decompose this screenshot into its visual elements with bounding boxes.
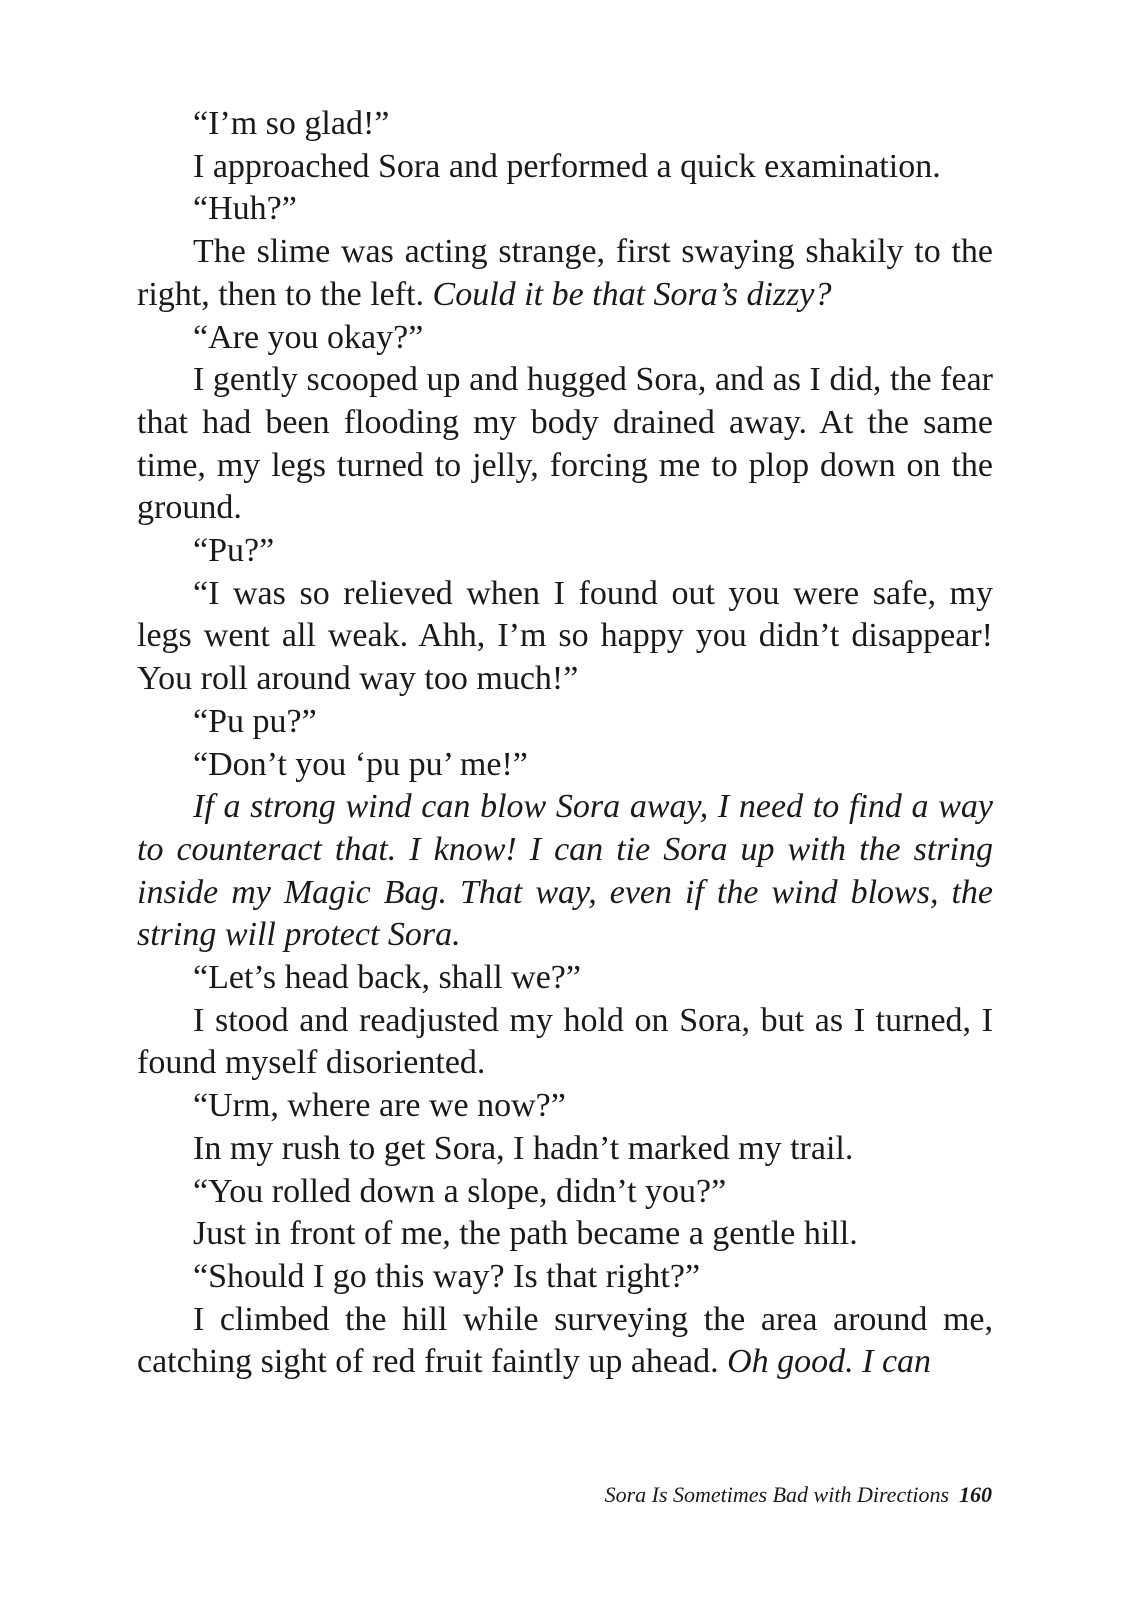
paragraph: “Should I go this way? Is that right?” xyxy=(193,1257,701,1295)
paragraph: “You rolled down a slope, didn’t you?” xyxy=(193,1172,727,1210)
paragraph: I gently scooped up and hugged Sora, and as I did, the fear that had been flooding my body drained away. At the same time, my legs turned to jelly, forcing me to plop down on the ground. xyxy=(137,361,993,527)
paragraph: “Are you okay?” xyxy=(193,318,424,356)
paragraph: “Urm, where are we now?” xyxy=(193,1087,566,1125)
page-number: 160 xyxy=(959,1482,992,1507)
paragraph: “Pu pu?” xyxy=(193,702,317,740)
running-chapter-title: Sora Is Sometimes Bad with Directions xyxy=(604,1482,949,1507)
paragraph: Just in front of me, the path became a gentle hill. xyxy=(193,1215,858,1253)
paragraph: I approached Sora and performed a quick examination. xyxy=(193,147,941,185)
paragraph: “Don’t you ‘pu pu’ me!” xyxy=(193,745,528,783)
paragraph: “Pu?” xyxy=(193,532,275,570)
paragraph: I stood and readjusted my hold on Sora, but as I turned, I found myself disoriented. xyxy=(137,1001,993,1082)
paragraph: In my rush to get Sora, I hadn’t marked my trail. xyxy=(193,1129,854,1167)
paragraph: The slime was acting strange, first swaying shakily to the right, then to the left. Could it be that Sora’s dizzy? xyxy=(137,233,993,313)
paragraph: “Let’s head back, shall we?” xyxy=(193,959,581,997)
body-text xyxy=(137,103,993,1384)
page-footer xyxy=(605,1480,992,1510)
paragraph: “I’m so glad!” xyxy=(193,105,390,142)
paragraph: I climbed the hill while surveying the area around me, catching sight of red fruit faintly up ahead. Oh good. I can xyxy=(137,1300,993,1381)
paragraph: “I was so relieved when I found out you were safe, my legs went all weak. Ahh, I’m so happy you didn’t disappear! You roll around way too much!” xyxy=(137,574,993,698)
paragraph-italic: If a strong wind can blow Sora away, I need to find a way to counteract that. I know! I can tie Sora up with the string inside my Magic Bag. That way, even if the wind blows, the string will protect Sora. xyxy=(137,788,993,954)
paragraph: “Huh?” xyxy=(193,190,297,228)
